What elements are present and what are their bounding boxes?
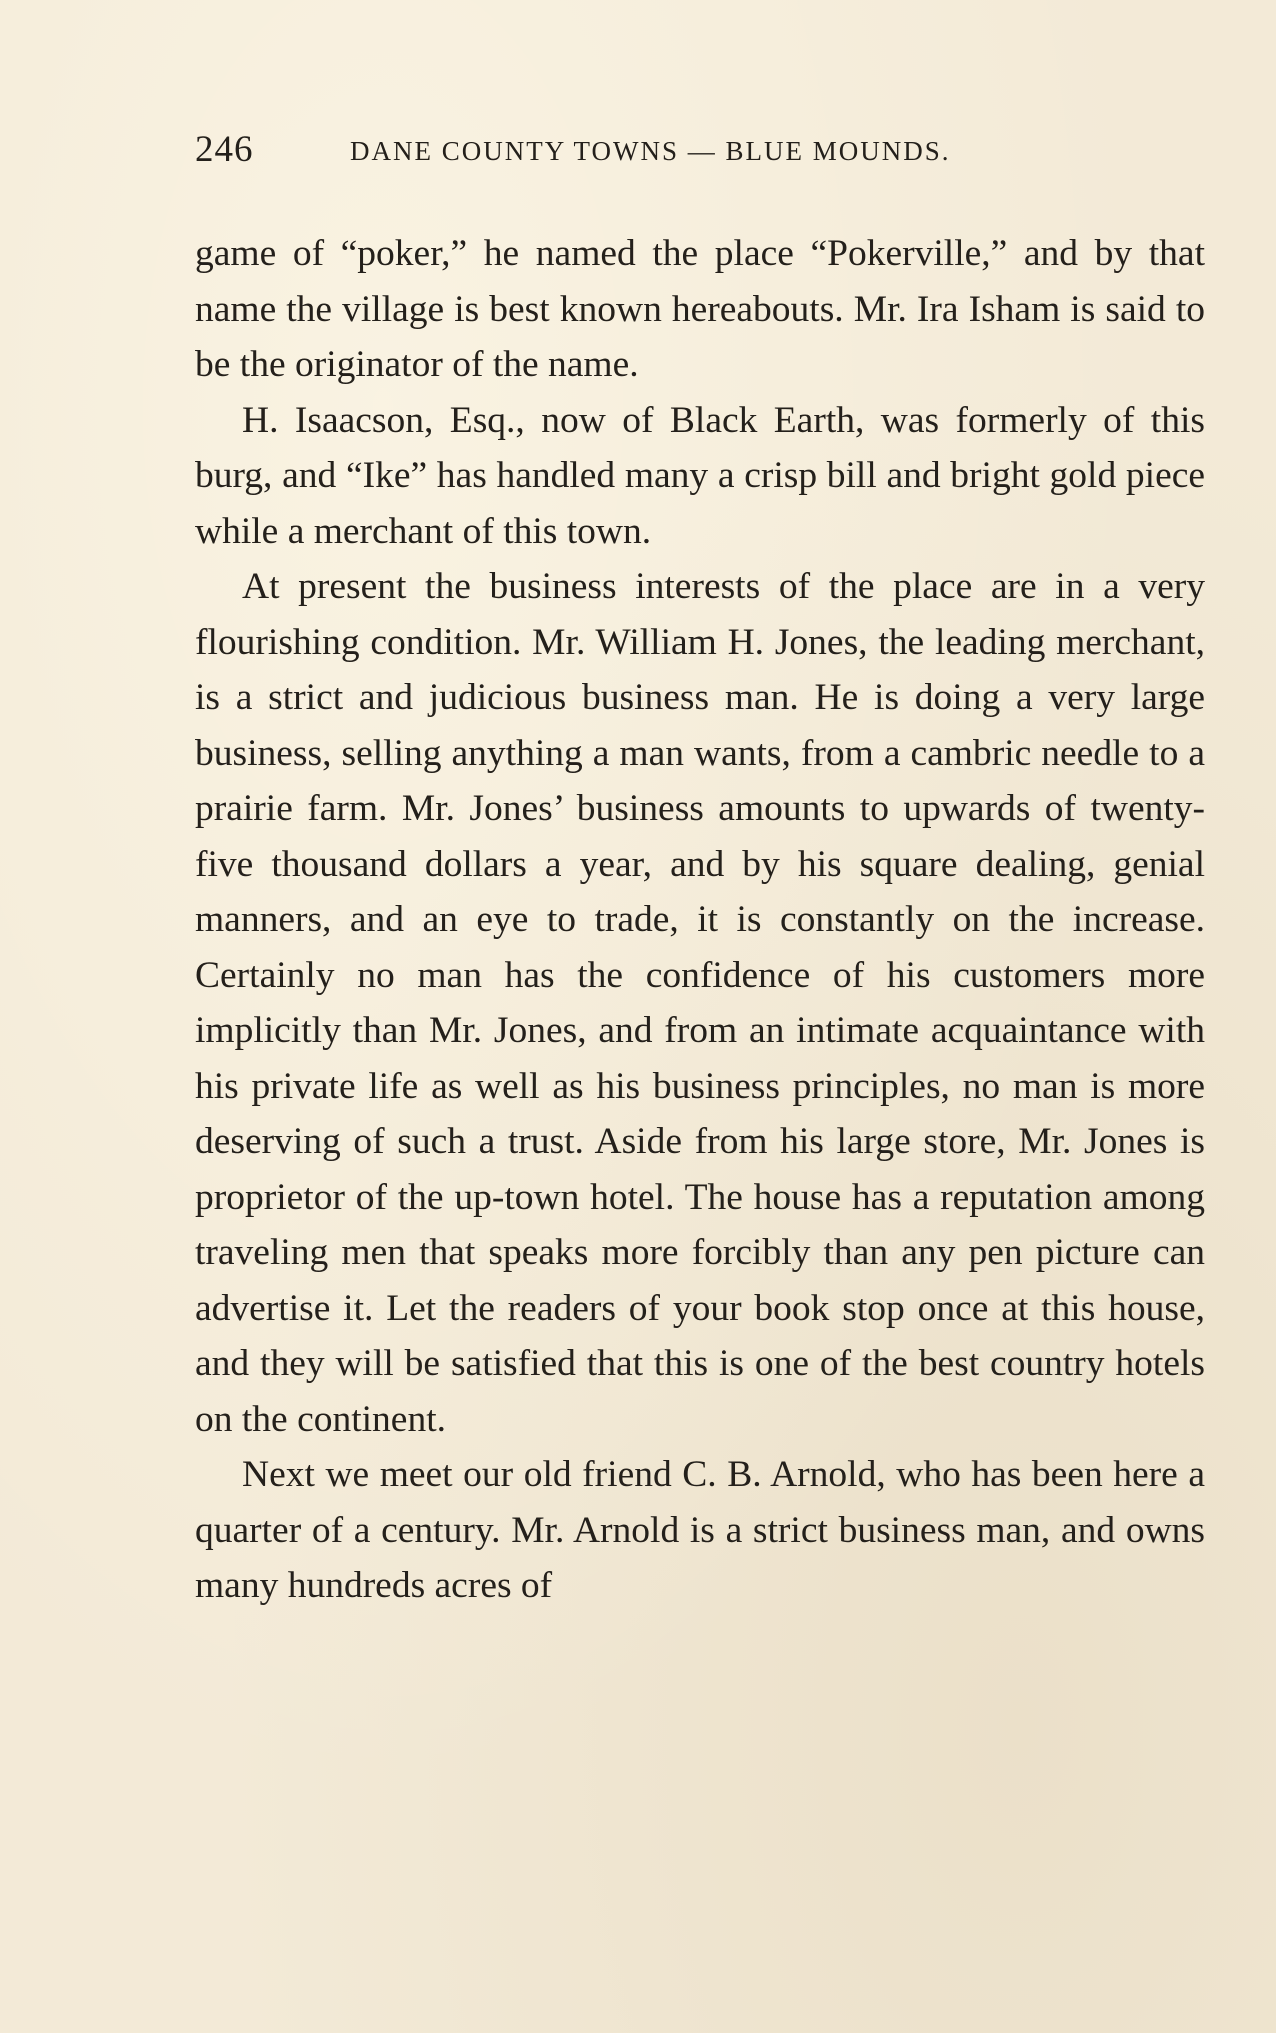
running-head [195, 128, 1205, 178]
paragraph-pokerville: game of “poker,” he named the place “Pokerville,” and by that name the village is best known hereabouts. Mr. Ira Isham is said to be the originator of the name. [195, 233, 1205, 385]
book-page [195, 128, 1205, 1606]
paragraph-isaacson: H. Isaacson, Esq., now of Black Earth, was formerly of this burg, and “Ike” has handled many a crisp bill and bright gold piece while a merchant of this town. [195, 399, 1205, 552]
paragraph-arnold: Next we meet our old friend C. B. Arnold, who has been here a quarter of a century. Mr. Arnold is a strict business man, and owns many hundreds acres of [195, 1454, 1205, 1606]
paragraph-jones: At present the business interests of the place are in a very flourishing condition. Mr. William H. Jones, the leading merchant, is a strict and judicious business man. He is doing a very large business, selling anything a man wants, from a cambric needle to a prairie farm. Mr. Jones’ business amounts to upwards of twenty-five thousand dollars a year, and by his square dealing, genial manners, and an eye to trade, it is constantly on the increase. Certainly no man has the confidence of his customers more implicitly than Mr. Jones, and from an intimate acquaintance with his private life as well as his business principles, no man is more deserving of such a trust. Aside from his large store, Mr. Jones is proprietor of the up-town hotel. The house has a reputation among traveling men that speaks more forcibly than any pen picture can advertise it. Let the readers of your book stop once at this house, and they will be satisfied that this is one of the best country hotels on the continent. [195, 566, 1205, 1440]
running-title: DANE COUNTY TOWNS — BLUE MOUNDS. [350, 136, 951, 166]
body-text [195, 226, 1205, 1614]
page-number: 246 [195, 129, 254, 170]
